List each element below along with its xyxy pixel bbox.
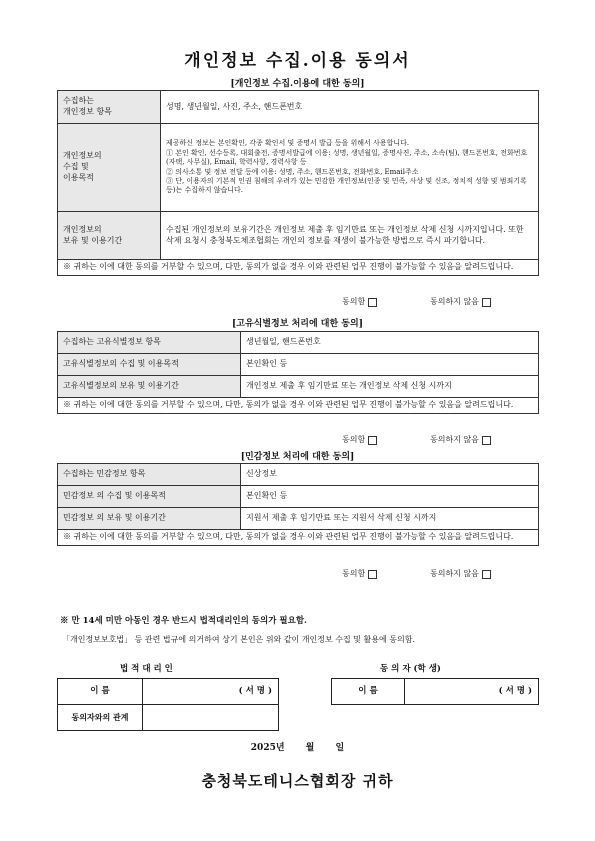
- consenter-header: 동 의 자 (학 생): [380, 664, 441, 674]
- consenter-sign-field[interactable]: [405, 679, 539, 705]
- law-statement: 「개인정보보호법」 등 관련 법규에 의거하여 상기 본인은 위와 같이 개인정보 수집 및 활용에 동의함.: [62, 635, 415, 644]
- s2-agree-label: 동의함: [342, 435, 366, 444]
- s2-disagree-checkbox[interactable]: [482, 436, 491, 445]
- s1-label-items: 수집하는 개인정보 항목: [58, 91, 161, 124]
- guardian-sign-label: ( 서 명 ): [238, 685, 272, 696]
- guardian-name-label: 이 름: [58, 679, 143, 705]
- s3-content-purpose: 본인확인 등: [241, 486, 539, 508]
- s1-disagree[interactable]: [430, 296, 491, 307]
- consenter-sign-label: ( 서 명 ): [498, 685, 532, 696]
- s3-label-items: 수집하는 민감정보 항목: [58, 464, 241, 486]
- s2-agree-checkbox[interactable]: [368, 436, 377, 445]
- minor-warning: ※ 만 14세 미만 아동인 경우 반드시 법적대리인의 동의가 필요함.: [60, 616, 307, 626]
- s3-agree-label: 동의함: [342, 569, 366, 578]
- section3-heading: [민감정보 처리에 대한 동의]: [240, 452, 355, 462]
- guardian-sign-table: [57, 678, 279, 731]
- s2-disagree-label: 동의하지 않음: [430, 435, 479, 444]
- s2-content-items: 생년월일, 핸드폰번호: [241, 332, 539, 354]
- s1-agree[interactable]: [342, 296, 377, 307]
- s1-note: ※ 귀하는 이에 대한 동의를 거부할 수 있으며, 다만, 동의가 없을 경우 이와 관련된 업무 진행이 불가능할 수 있음을 알려드립니다.: [58, 260, 539, 276]
- s2-content-period: 개인정보 제출 후 임기만료 또는 개인정보 삭제 신청 시까지: [241, 376, 539, 398]
- section2-heading: [고유식별정보 처리에 대한 동의]: [232, 319, 363, 329]
- s3-label-period: 민감정보 의 보유 및 이용기간: [58, 508, 241, 530]
- guardian-header: 법 적 대 리 인: [120, 664, 173, 674]
- page-title: 개인정보 수집.이용 동의서: [184, 51, 411, 71]
- section2-table: [57, 331, 539, 414]
- footer-addressee: 충청북도테니스협회장 귀하: [201, 772, 394, 790]
- s1-content-period: 수집된 개인정보의 보유기간은 개인정보 제출 후 임기만료 또는 개인정보 삭제 신청 시까지입니다. 또한 삭제 요청시 충청북도체조협회는 개인의 정보를 재생이 불가능한 방법으로 즉시 파기합니다.: [161, 212, 539, 260]
- relation-field[interactable]: [143, 705, 279, 731]
- consenter-name-label: 이 름: [332, 679, 405, 705]
- s3-disagree[interactable]: [430, 568, 491, 579]
- s2-disagree[interactable]: [430, 434, 491, 445]
- s3-note: ※ 귀하는 이에 대한 동의를 거부할 수 있으며, 다만, 동의가 없을 경우 이와 관련된 업무 진행이 불가능할 수 있음을 알려드립니다.: [58, 530, 539, 546]
- s1-content-purpose: 제공하신 정보는 본인확인, 각종 확인서 및 증명서 발급 등을 위해서 사용합니다. ① 본인 확인, 선수등록, 대회출전, 증명서발급에 이용: 성명, 생년월일, 증명사진, 주소, 소속(팀), 핸드폰번호, 전화번호(자택, 사무실), Email, 학력사항, 경력사항 등 ② 의사소통 및 정보 전달 등에 이용: 성명, 주소, 핸드폰번호, 전화번호, Email주소 ③ 단, 이용자의 기본적 인권 침해의 우려가 있는 민감한 개인정보(인종 및 민족, 사상 및 신조, 정치적 성향 및 범죄기록 등)는 수집하지 않습니다.: [161, 124, 539, 212]
- s3-label-purpose: 민감정보 의 수집 및 이용목적: [58, 486, 241, 508]
- section3-table: [57, 463, 539, 546]
- s2-label-items: 수집하는 고유식별정보 항목: [58, 332, 241, 354]
- s1-disagree-label: 동의하지 않음: [430, 297, 479, 306]
- s3-disagree-label: 동의하지 않음: [430, 569, 479, 578]
- relation-label: 동의자와의 관계: [58, 705, 143, 731]
- s1-agree-checkbox[interactable]: [368, 298, 377, 307]
- s1-label-period: 개인정보의 보유 및 이용기간: [58, 212, 161, 260]
- s1-disagree-checkbox[interactable]: [482, 298, 491, 307]
- s3-content-items: 신상정보: [241, 464, 539, 486]
- s2-content-purpose: 본인확인 등: [241, 354, 539, 376]
- s2-label-purpose: 고유식별정보의 수집 및 이용목적: [58, 354, 241, 376]
- s1-content-items: 성명, 생년월일, 사진, 주소, 핸드폰번호: [161, 91, 539, 124]
- s1-agree-label: 동의함: [342, 297, 366, 306]
- guardian-sign-field[interactable]: [143, 679, 279, 705]
- s3-agree[interactable]: [342, 568, 377, 579]
- s2-label-period: 고유식별정보의 보유 및 이용기간: [58, 376, 241, 398]
- s2-agree[interactable]: [342, 434, 377, 445]
- section1-heading: [개인정보 수집.이용에 대한 동의]: [230, 79, 365, 89]
- s3-agree-checkbox[interactable]: [368, 570, 377, 579]
- s1-label-purpose: 개인정보의 수집 및 이용목적: [58, 124, 161, 212]
- date-line: 2025년 월 일: [250, 743, 345, 753]
- s3-content-period: 지원서 제출 후 임기만료 또는 지원서 삭제 신청 시까지: [241, 508, 539, 530]
- consenter-sign-table: [331, 678, 539, 705]
- section1-table: [57, 90, 539, 276]
- s3-disagree-checkbox[interactable]: [482, 570, 491, 579]
- s2-note: ※ 귀하는 이에 대한 동의를 거부할 수 있으며, 다만, 동의가 없을 경우 이와 관련된 업무 진행이 불가능할 수 있음을 알려드립니다.: [58, 398, 539, 414]
